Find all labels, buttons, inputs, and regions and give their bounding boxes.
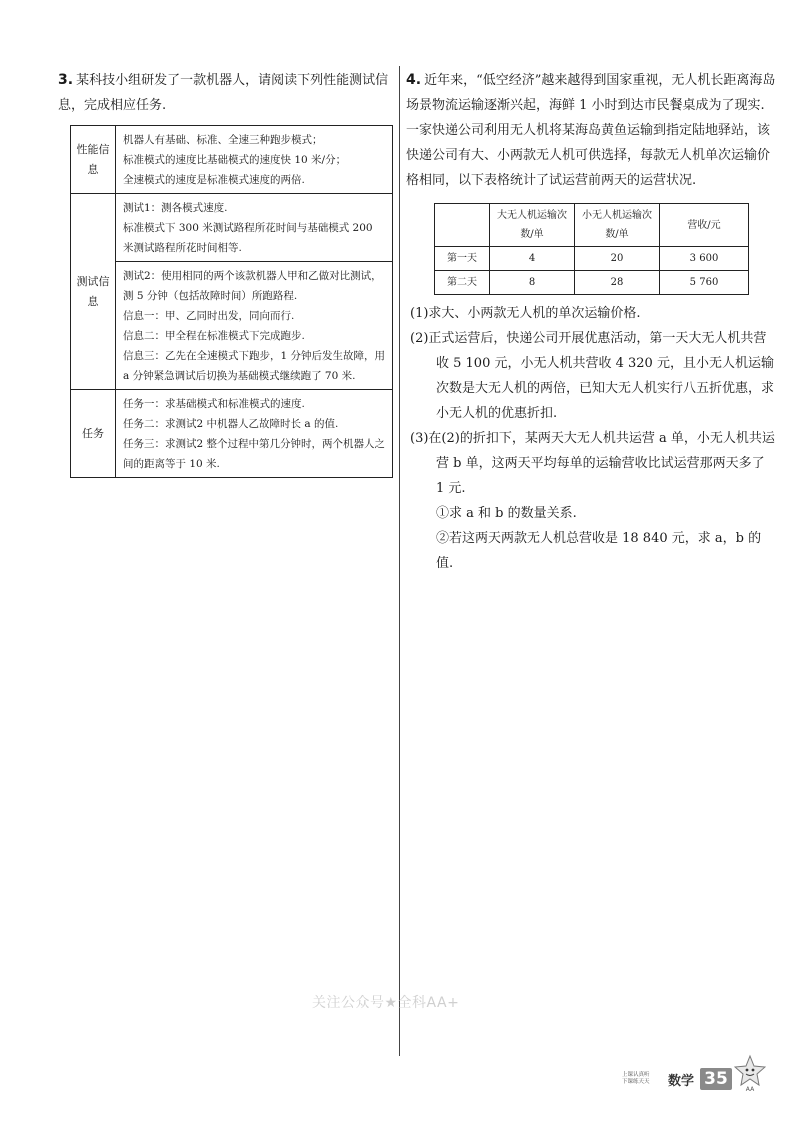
footer-subject: 数学 [668, 1073, 695, 1089]
task-label: 任务 [71, 390, 116, 478]
performance-row [71, 126, 393, 194]
question-4-subpart-2: ②若这两天两款无人机总营收是 18 840 元，求 a，b 的值. [436, 531, 762, 571]
table-header-cell [435, 204, 490, 247]
table-cell: 28 [575, 271, 660, 295]
table-cell: 8 [490, 271, 575, 295]
test2-line: 信息三：乙先在全速模式下跑步，1 分钟后发生故障，用 a 分钟紧急调试后切换为基础模式继续跑了 70 米. [123, 350, 386, 382]
question-3-intro [58, 68, 392, 118]
task-line: 任务三：求测试2 整个过程中第几分钟时，两个机器人之间的距离等于 10 米. [123, 438, 386, 470]
footer-slogan-line: 下课练天天 [622, 1079, 650, 1085]
question-4-text: 近年来，“低空经济”越来越得到国家重视，无人机长距离海岛场景物流运输逐渐兴起，海鲜 1 小时到达市民餐桌成为了现实. 一家快递公司利用无人机将某海岛黄鱼运输到指定陆地驿站，该快递公司有大、小两款无人机可供选择，每款无人机单次运输价格相同，以下表格统计了试运营前两天的运营状况. [406, 73, 776, 188]
question-3 [58, 68, 392, 478]
question-4-part-1: (1)求大、小两款无人机的单次运输价格. [410, 306, 641, 321]
task-line: 任务一：求基础模式和标准模式的速度. [123, 398, 305, 410]
table-cell: 第二天 [435, 271, 490, 295]
question-3-text: 某科技小组研发了一款机器人，请阅读下列性能测试信息，完成相应任务. [58, 73, 389, 113]
task-line: 任务二：求测试2 中机器人乙故障时长 a 的值. [123, 418, 339, 430]
test1-row [71, 194, 393, 262]
drone-operations-table [434, 203, 749, 295]
robot-info-table [70, 125, 393, 478]
test1-content [116, 194, 393, 262]
watermark: 关注公众号★全科AA+ [312, 995, 460, 1011]
task-content [116, 390, 393, 478]
test2-line: 信息二：甲全程在标准模式下完成跑步. [123, 330, 305, 342]
question-4-intro [406, 68, 776, 193]
svg-text:AA: AA [745, 1086, 755, 1092]
test2-line: 测试2：使用相同的两个该款机器人甲和乙做对比测试，测 5 分钟（包括故障时间）所跑路程. [123, 270, 382, 302]
table-cell: 5 760 [660, 271, 749, 295]
table-cell: 20 [575, 247, 660, 271]
performance-label: 性能信息 [71, 126, 116, 194]
star-mascot-icon [734, 1054, 766, 1092]
table-header-cell: 大无人机运输次数/单 [490, 204, 575, 247]
test2-line: 信息一：甲、乙同时出发，同向而行. [123, 310, 295, 322]
question-4 [406, 68, 776, 576]
task-row [71, 390, 393, 478]
table-cell: 4 [490, 247, 575, 271]
page-footer [622, 1066, 766, 1092]
test2-row [71, 262, 393, 390]
table-header-cell: 小无人机运输次数/单 [575, 204, 660, 247]
question-4-part-3: (3)在(2)的折扣下，某两天大无人机共运营 a 单，小无人机共运营 b 单，这两天平均每单的运输营收比试运营那两天多了 1 元. [410, 431, 775, 496]
performance-line: 机器人有基础、标准、全速三种跑步模式； [123, 134, 323, 146]
page-number: 35 [700, 1068, 732, 1090]
performance-line: 标准模式的速度比基础模式的速度快 10 米/分； [123, 154, 347, 166]
performance-content [116, 126, 393, 194]
footer-slogan [622, 1072, 664, 1086]
table-row [435, 247, 749, 271]
table-cell: 3 600 [660, 247, 749, 271]
question-4-subpart-1: ①求 a 和 b 的数量关系. [436, 506, 577, 521]
performance-line: 全速模式的速度是标准模式速度的两倍. [123, 174, 305, 186]
table-header-row [435, 204, 749, 247]
column-divider [399, 66, 400, 1056]
test1-line: 标准模式下 300 米测试路程所花时间与基础模式 200 米测试路程所花时间相等. [123, 222, 373, 254]
table-cell: 第一天 [435, 247, 490, 271]
table-header-cell: 营收/元 [660, 204, 749, 247]
test-label: 测试信息 [71, 194, 116, 390]
question-4-part-2: (2)正式运营后，快递公司开展优惠活动，第一天大无人机共营收 5 100 元，小无人机共营收 4 320 元，且小无人机运输次数是大无人机的两倍，已知大无人机实行八五折优惠，求小无人机的优惠折扣. [410, 331, 775, 421]
test1-line: 测试1：测各模式速度. [123, 202, 228, 214]
footer-slogan-line: 上课认真听 [622, 1072, 650, 1078]
test2-content [116, 262, 393, 390]
question-3-number: 3. [58, 72, 74, 88]
table-row [435, 271, 749, 295]
question-4-number: 4. [406, 72, 422, 88]
